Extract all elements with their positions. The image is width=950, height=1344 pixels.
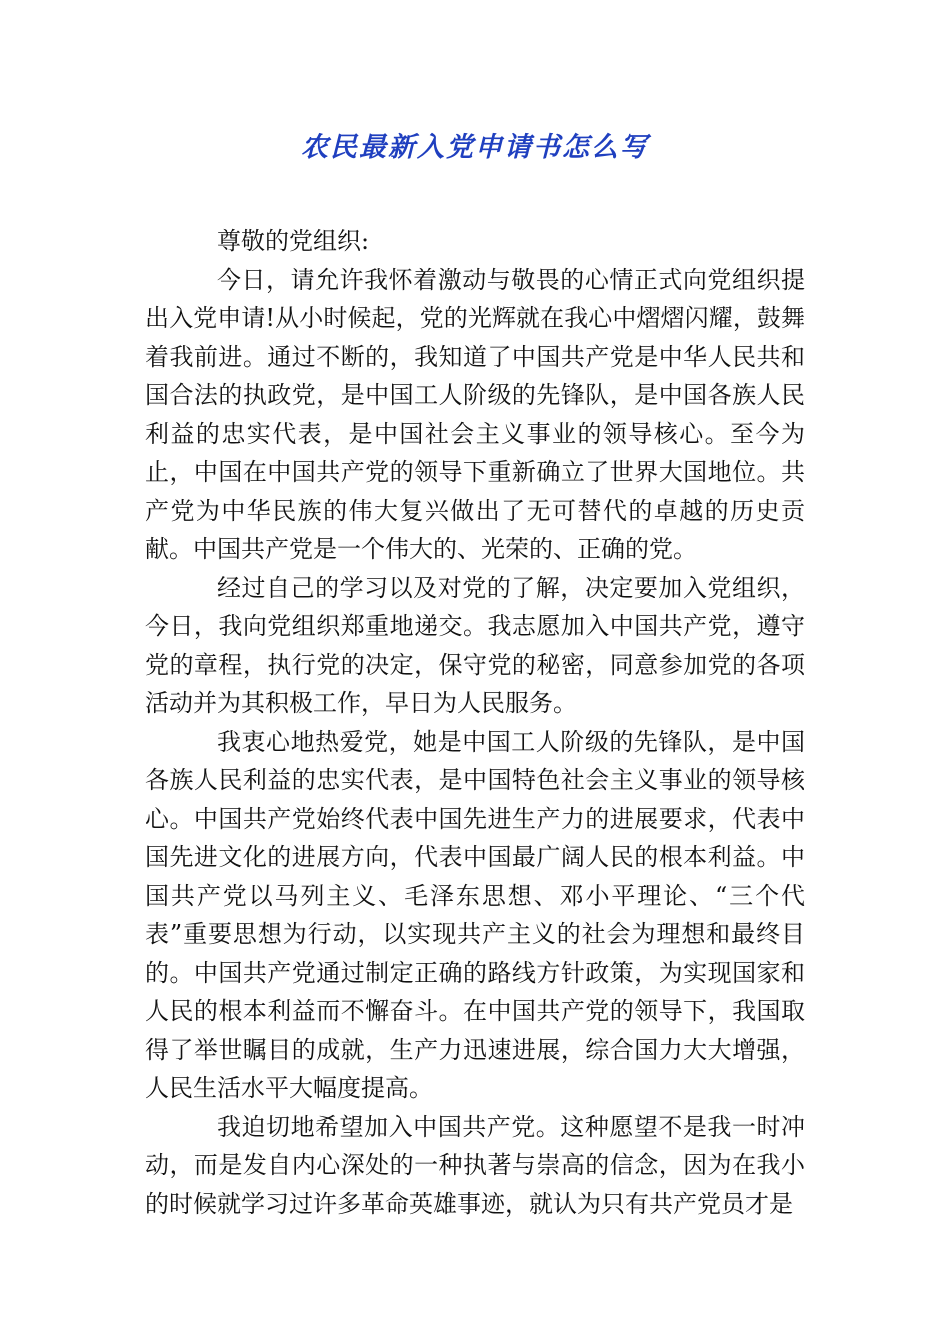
paragraph-4: 我迫切地希望加入中国共产党。这种愿望不是我一时冲动，而是发自内心深处的一种执著与崇高的信念，因为在我小的时候就学习过许多革命英雄事迹，就认为只有共产党员才是: [145, 1112, 805, 1218]
paragraph-3: 我衷心地热爱党，她是中国工人阶级的先锋队，是中国各族人民利益的忠实代表，是中国特色社会主义事业的领导核心。中国共产党始终代表中国先进生产力的进展要求，代表中国先进文化的进展方向，代表中国最广阔人民的根本利益。中国共产党以马列主义、毛泽东思想、邓小平理论、“三个代表”重要思想为行动，以实现共产主义的社会为理想和最终目的。中国共产党通过制定正确的路线方针政策，为实现国家和人民的根本利益而不懈奋斗。在中国共产党的领导下，我国取得了举世瞩目的成就，生产力迅速进展，综合国力大大增强，人民生活水平大幅度提高。: [145, 727, 805, 1102]
document-body: [145, 222, 805, 1223]
paragraph-2: 经过自己的学习以及对党的了解，决定要加入党组织，今日，我向党组织郑重地递交。我志愿加入中国共产党，遵守党的章程，执行党的决定，保守党的秘密，同意参加党的各项活动并为其积极工作，早日为人民服务。: [145, 573, 805, 717]
paragraph-1: 今日，请允许我怀着激动与敬畏的心情正式向党组织提出入党申请!从小时候起，党的光辉就在我心中熠熠闪耀，鼓舞着我前进。通过不断的，我知道了中国共产党是中华人民共和国合法的执政党，是中国工人阶级的先锋队，是中国各族人民利益的忠实代表，是中国社会主义事业的领导核心。至今为止，中国在中国共产党的领导下重新确立了世界大国地位。共产党为中华民族的伟大复兴做出了无可替代的卓越的历史贡献。中国共产党是一个伟大的、光荣的、正确的党。: [145, 265, 805, 563]
salutation: 尊敬的党组织:: [217, 227, 370, 255]
document-title: 农民最新入党申请书怎么写: [301, 132, 649, 163]
